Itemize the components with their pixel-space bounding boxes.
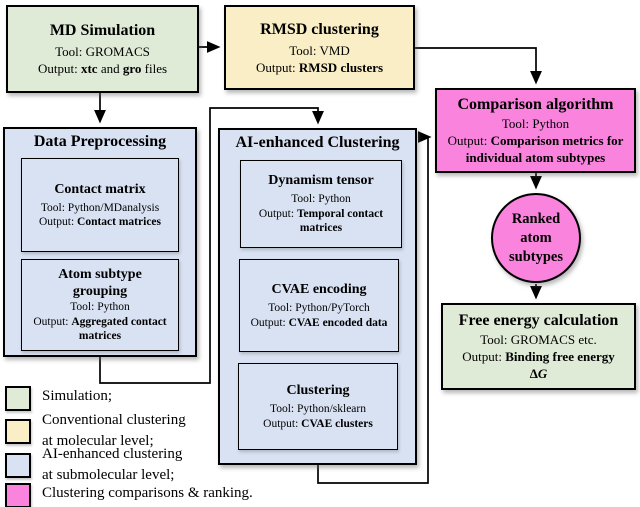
legend-label: at submolecular level; [42, 467, 175, 483]
node-output: Output: Comparison metrics for individual atom subtypes [447, 133, 624, 165]
legend-label: Conventional clustering [42, 412, 186, 428]
node-title: Comparison algorithm [457, 96, 614, 113]
legend-swatch-blue [5, 453, 31, 478]
arrow-rmsd-to-comparison [415, 48, 536, 82]
node-output: Output: CVAE encoded data [250, 316, 388, 329]
legend-swatch-pink [5, 483, 31, 507]
node-tool: Tool: VMD [289, 42, 350, 58]
node-title: CVAE encoding [271, 282, 367, 297]
node-output: Output: RMSD clusters [255, 59, 384, 75]
group-title: AI-enhanced Clustering [235, 134, 400, 151]
legend-label: AI-enhanced clustering [42, 446, 183, 462]
legend-item-ai-clustering [5, 444, 182, 486]
node-title: Free energy calculation [458, 312, 619, 329]
node-tool: Tool: Python [501, 116, 570, 131]
node-output: Output: Contact matrices [39, 216, 161, 228]
node-title: Atom subtype [58, 267, 142, 283]
node-tool: Tool: Python/PyTorch [268, 302, 370, 314]
node-output: Output: Aggregated contact matrices [33, 315, 167, 343]
node-output: Output: Binding free energy [462, 349, 615, 364]
legend-swatch-green [5, 386, 31, 411]
node-tool: Tool: GROMACS [55, 44, 150, 59]
legend-label: Clustering comparisons & ranking. [42, 485, 253, 501]
node-tool: Tool: Python [291, 193, 351, 206]
legend-label: Simulation; [42, 388, 113, 404]
node-contact-matrix [21, 158, 179, 252]
node-title: Contact matrix [54, 181, 146, 197]
node-md-simulation [6, 5, 199, 93]
node-atom-subtype-grouping [21, 259, 179, 351]
legend-item-clustering-comparisons [5, 483, 253, 507]
node-output: Output: CVAE clusters [263, 417, 373, 430]
node-title: MD Simulation [49, 22, 156, 39]
node-title: RMSD clustering [260, 20, 379, 38]
node-comparison-algorithm [435, 88, 636, 173]
node-free-energy-calculation [441, 303, 636, 390]
node-clustering [238, 363, 398, 450]
node-dynamism-tensor [240, 160, 402, 248]
node-output: Output: xtc and gro files [37, 61, 168, 76]
legend-item-simulation [5, 386, 112, 411]
node-tool: Tool: Python/sklearn [270, 403, 366, 415]
node-cvae-encoding [239, 259, 399, 352]
node-tool: Tool: GROMACS etc. [480, 332, 597, 347]
node-tool: Tool: Python/MDanalysis [40, 201, 160, 214]
legend-swatch-yellow [5, 419, 31, 444]
node-rmsd-clustering [224, 5, 415, 90]
group-title: Data Preprocessing [33, 133, 167, 150]
node-title: Clustering [286, 383, 350, 398]
node-title: Dynamism tensor [268, 173, 374, 189]
circle-line: subtypes [509, 248, 563, 265]
legend-label: at molecular level; [42, 433, 154, 449]
node-output: Output: Temporal contact matrices [258, 207, 384, 235]
node-output-delta-g: ΔG [529, 366, 548, 381]
node-tool: Tool: Python [70, 301, 130, 314]
circle-line: atom [520, 229, 552, 246]
node-title-line2: grouping [72, 284, 128, 300]
node-ranked-atom-subtypes [491, 193, 581, 283]
circle-line: Ranked [511, 210, 561, 227]
